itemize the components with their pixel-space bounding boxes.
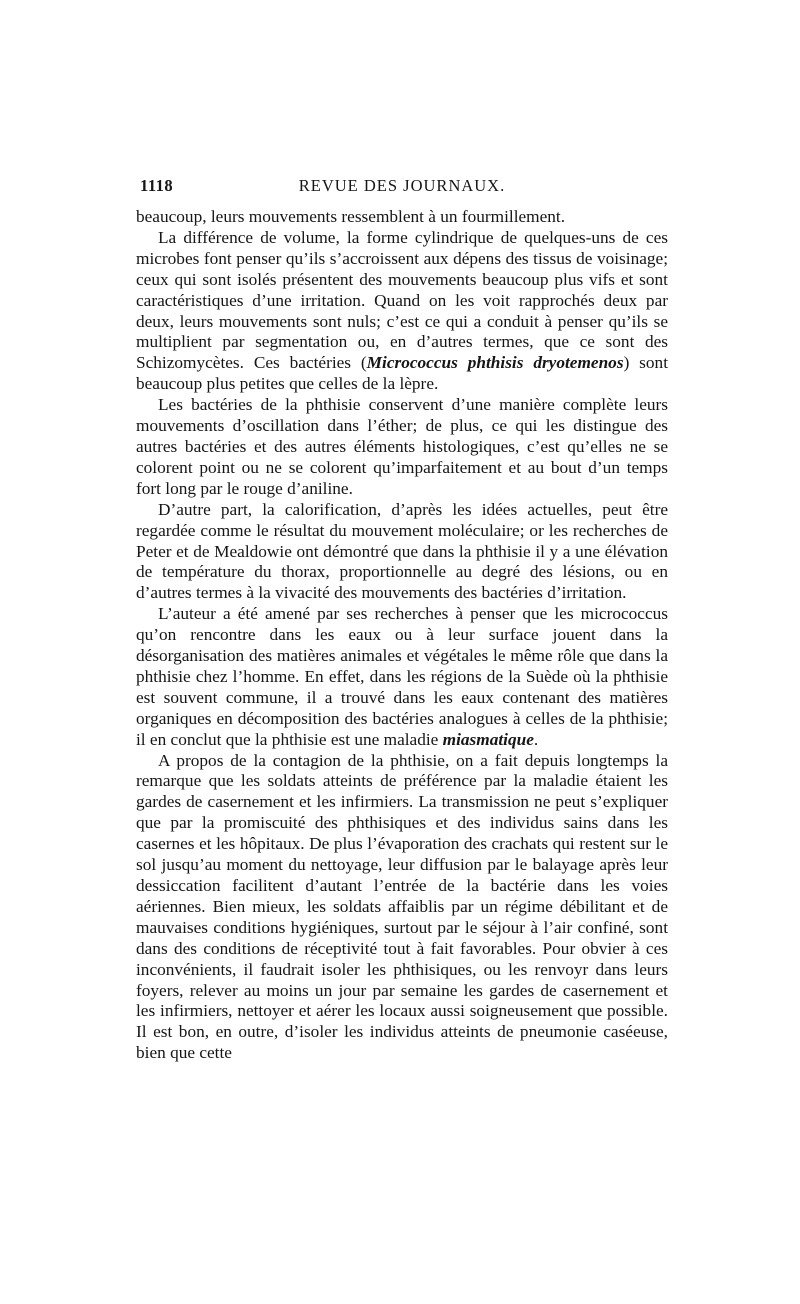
paragraph-calorification: D’autre part, la calorification, d’après les idées actuelles, peut être regardée comme le résultat du mouvement moléculaire; or les recherches de Peter et de Mealdowie ont démontré que dans la phthisie il y a une élévation de température du thorax, proportionnelle au degré des lésions, ou en d’autres termes à la vivacité des mouvements des bactéries d’irritation. <box>136 499 668 603</box>
paragraph-text: . <box>533 729 539 749</box>
paragraph-microbe-size <box>136 228 668 395</box>
paragraph-contagion: A propos de la contagion de la phthisie, on a fait depuis longtemps la remarque que les soldats atteints de préférence par la maladie étaient les gardes de casernement et les infirmiers. La transmission ne peut s’expliquer que par la promiscuité des phthisiques et des individus sains dans les casernes et les hôpitaux. De plus l’évaporation des crachats qui restent sur le sol jusqu’au moment du nettoyage, leur diffusion par le balayage après leur dessiccation facilitent d’autant l’entrée de la bactérie dans les voies aériennes. Bien mieux, les soldats affaiblis par un régime débilitant et de mauvaises conditions hygiéniques, surtout par le séjour à l’air confiné, sont dans des conditions de réceptivité tout à fait favorables. Pour obvier à ces inconvénients, il faudrait isoler les phthisiques, ou les renvoyr dans leurs foyers, relever au moins un jour par semaine les gardes de casernement et les infirmiers, nettoyer et aérer les locaux aussi soigneusement que possible. Il est bon, en outre, d’isoler les individus atteints de pneumonie caséeuse, bien que cette <box>136 750 668 1063</box>
species-name: Micrococcus phthisis dryotemenos <box>366 353 624 373</box>
paragraph-text: ) sont beaucoup plus petites que celles de la lèpre. <box>136 353 668 394</box>
paragraph-text: L’auteur a été amené par ses recherches à penser que les micrococcus qu’on rencontre dans les eaux ou à leur surface jouent dans la désorganisation des matières animales et végétales le même rôle que dans la phthisie chez l’homme. En effet, dans les régions de la Suède où la phthisie est souvent commune, il a trouvé dans les eaux contenant des matières organiques en décomposition des bactéries analogues à celles de la phthisie; il en conclut que la phthisie est une maladie <box>136 604 668 749</box>
paragraph-text: La différence de volume, la forme cylindrique de quelques-uns de ces microbes font penser qu’ils s’accroissent aux dépens des tissus de voisinage; ceux qui sont isolés présentent des mouvements beaucoup plus vifs et sont caractéristiques d’une irritation. Quand on les voit rapprochés deux par deux, leurs mouvements sont nuls; c’est ce qui a conduit à penser qu’ils se multiplient par segmentation ou, en d’autres termes, que ce sont des Schizomycètes. Ces bactéries ( <box>136 227 668 373</box>
paragraph-continuation: beaucoup, leurs mouvements ressemblent à un fourmillement. <box>136 207 566 226</box>
article-body <box>136 207 668 1064</box>
page-number: 1118 <box>140 176 174 195</box>
journal-page <box>136 176 668 1064</box>
emphasis-term: miasmatique <box>442 729 534 749</box>
running-head: REVUE DES JOURNAUX. <box>298 176 506 195</box>
paragraph-miasmatic <box>136 604 668 750</box>
page-header <box>136 176 668 204</box>
paragraph-ether-staining: Les bactéries de la phthisie conservent d’une manière complète leurs mouvements d’oscillation dans l’éther; de plus, ce qui les distingue des autres bactéries et des autres éléments histologiques, c’est qu’elles ne se colorent point ou ne se colorent qu’imparfaitement et au bout d’un temps fort long par le rouge d’aniline. <box>136 395 668 498</box>
